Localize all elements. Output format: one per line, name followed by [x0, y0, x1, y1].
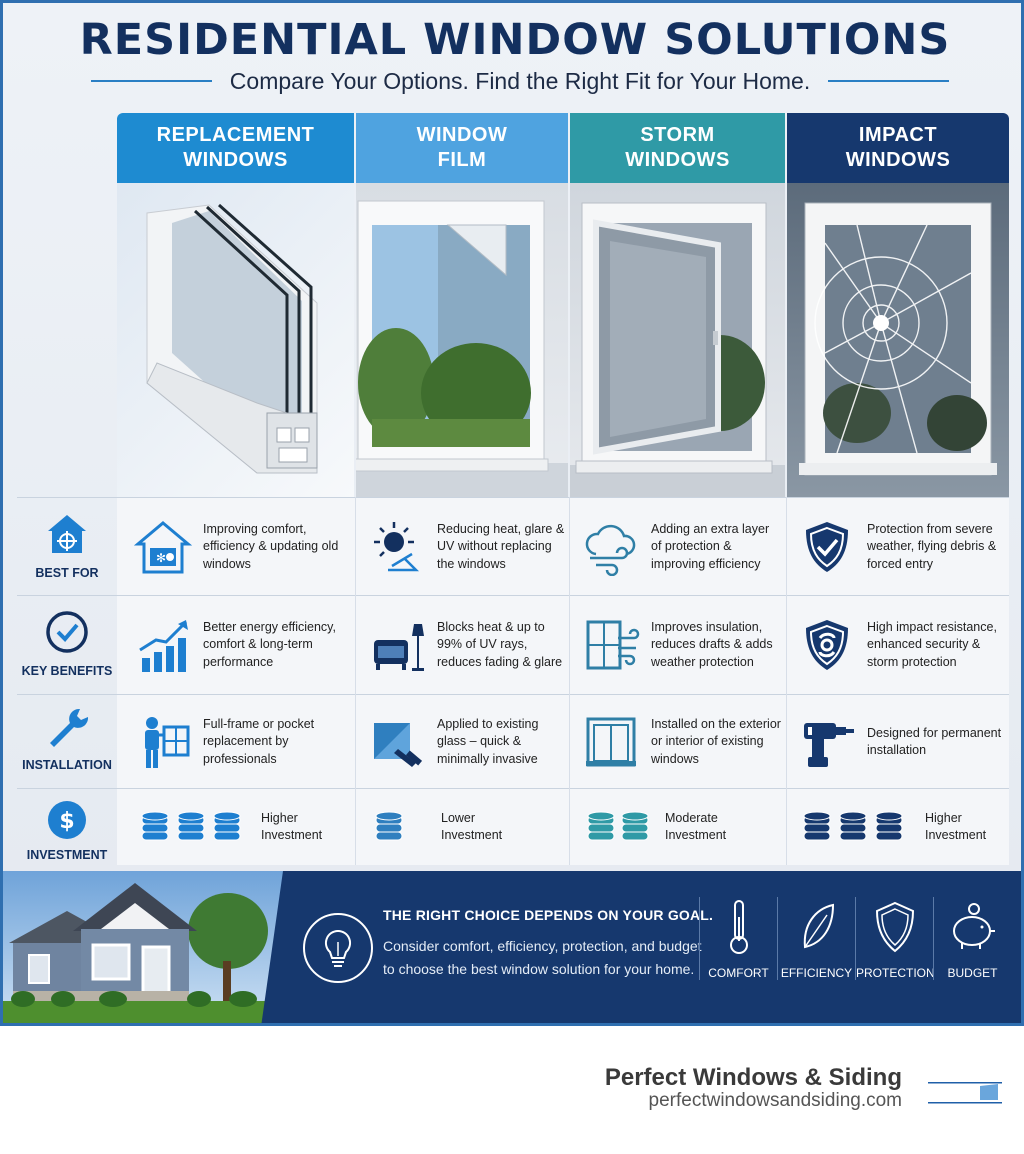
wrench-icon: [44, 705, 90, 751]
home-climate-icon: [133, 517, 193, 577]
armchair-lamp-icon: [367, 615, 427, 675]
cell-investment-storm: Moderate Investment: [587, 791, 783, 863]
divider: [569, 497, 570, 865]
subtitle-row: [91, 65, 949, 97]
cell-investment-replacement: Higher Investment: [141, 791, 353, 863]
lightbulb-icon: [303, 913, 373, 983]
cell-install-impact: Designed for permanent installation: [797, 697, 1007, 787]
coin-stack-icon: [587, 810, 615, 844]
column-header-impact-windows: IMPACT WINDOWS: [787, 113, 1009, 183]
cell-install-film: Applied to existing glass – quick & minimally invasive: [367, 697, 567, 787]
cell-best-for-storm: Adding an extra layer of protection & improving efficiency: [581, 501, 783, 593]
company-name: Perfect Windows & Siding: [604, 1064, 902, 1091]
cell-best-for-film: Reducing heat, glare & UV without replacing the windows: [367, 501, 567, 593]
divider: [91, 80, 212, 82]
cell-investment-film: Lower Investment: [375, 791, 565, 863]
coin-stack-icons: [141, 810, 251, 844]
row-label-investment: $ INVESTMENT: [17, 799, 117, 862]
cell-best-for-impact: Protection from severe weather, flying debris & forced entry: [797, 501, 1007, 593]
column-header-storm-windows: STORM WINDOWS: [570, 113, 785, 183]
shield-storm-icon: [797, 615, 857, 675]
svg-text:✻: ✻: [156, 551, 167, 565]
coin-stack-icon: [141, 810, 169, 844]
window-frame-icon: [581, 712, 641, 772]
sun-glare-icon: [367, 517, 427, 577]
company-logo: [928, 1078, 1002, 1108]
cloud-wind-icon: [581, 517, 641, 577]
coin-stack-icon: [213, 810, 241, 844]
cell-best-for-replacement: ✻ Improving comfort, efficiency & updating old windows: [133, 501, 353, 593]
shield-check-icon: [797, 517, 857, 577]
storm-window-image: [570, 183, 785, 497]
divider: [786, 497, 787, 865]
cell-benefits-replacement: Better energy efficiency, comfort & long-term performance: [133, 599, 353, 691]
window-film-image: [356, 183, 568, 497]
cell-benefits-impact: High impact resistance, enhanced security & storm protection: [797, 599, 1007, 691]
svg-text:$: $: [59, 809, 75, 834]
thermometer-icon: [724, 897, 754, 957]
cell-install-replacement: Full-frame or pocket replacement by professionals: [133, 697, 353, 787]
coin-stack-icon: [875, 810, 903, 844]
factor-protection: PROTECTION: [855, 897, 933, 980]
dollar-icon: [46, 799, 88, 841]
row-label-best-for: BEST FOR: [17, 511, 117, 580]
cell-benefits-storm: Improves insulation, reduces drafts & adds weather protection: [581, 599, 783, 691]
coin-stack-icons: [803, 810, 915, 844]
power-drill-icon: [797, 712, 857, 772]
coin-stack-icons: [587, 810, 655, 844]
replacement-window-image: [117, 183, 354, 497]
page-subtitle: Compare Your Options. Find the Right Fit for Your Home.: [229, 67, 811, 94]
factor-comfort: COMFORT: [699, 897, 777, 980]
house-target-icon: [44, 511, 90, 557]
growth-chart-icon: [133, 615, 193, 675]
divider: [17, 595, 1009, 596]
house-image: [3, 871, 293, 1026]
leaf-icon: [797, 897, 837, 957]
row-label-key-benefits: KEY BENEFITS: [17, 609, 117, 678]
cell-benefits-film: Blocks heat & up to 99% of UV rays, reduces fading & glare: [367, 599, 567, 691]
banner-heading: THE RIGHT CHOICE DEPENDS ON YOUR GOAL.: [383, 907, 714, 923]
divider: [355, 497, 356, 865]
shield-icon: [873, 897, 917, 957]
coin-stack-icon: [375, 810, 403, 844]
cell-investment-impact: Higher Investment: [803, 791, 1007, 863]
installer-icon: [133, 712, 193, 772]
divider: [17, 788, 1009, 789]
banner-body: Consider comfort, efficiency, protection, and budget to choose the best window solution for your home.: [383, 938, 702, 977]
logo-mark: [928, 1078, 1002, 1108]
window-draft-icon: [581, 615, 641, 675]
company-url[interactable]: perfectwindowsandsiding.com: [648, 1090, 902, 1111]
factor-efficiency: EFFICIENCY: [777, 897, 855, 980]
row-label-installation: INSTALLATION: [17, 705, 117, 772]
goal-banner: [3, 871, 1024, 1026]
divider: [828, 80, 949, 82]
impact-window-image: [787, 183, 1009, 497]
film-squeegee-icon: [367, 712, 427, 772]
divider: [17, 497, 1009, 498]
coin-stack-icon: [839, 810, 867, 844]
column-header-window-film: WINDOW FILM: [356, 113, 568, 183]
coin-stack-icon: [621, 810, 649, 844]
piggy-bank-icon: [948, 897, 998, 957]
cell-install-storm: Installed on the exterior or interior of existing windows: [581, 697, 783, 787]
coin-stack-icon: [177, 810, 205, 844]
factor-budget: BUDGET: [933, 897, 1011, 980]
coin-stack-icons: [375, 810, 431, 844]
check-circle-icon: [44, 609, 90, 655]
column-header-replacement-windows: REPLACEMENT WINDOWS: [117, 113, 354, 183]
divider: [17, 694, 1009, 695]
page-title: RESIDENTIAL WINDOW SOLUTIONS: [79, 15, 951, 65]
coin-stack-icon: [803, 810, 831, 844]
